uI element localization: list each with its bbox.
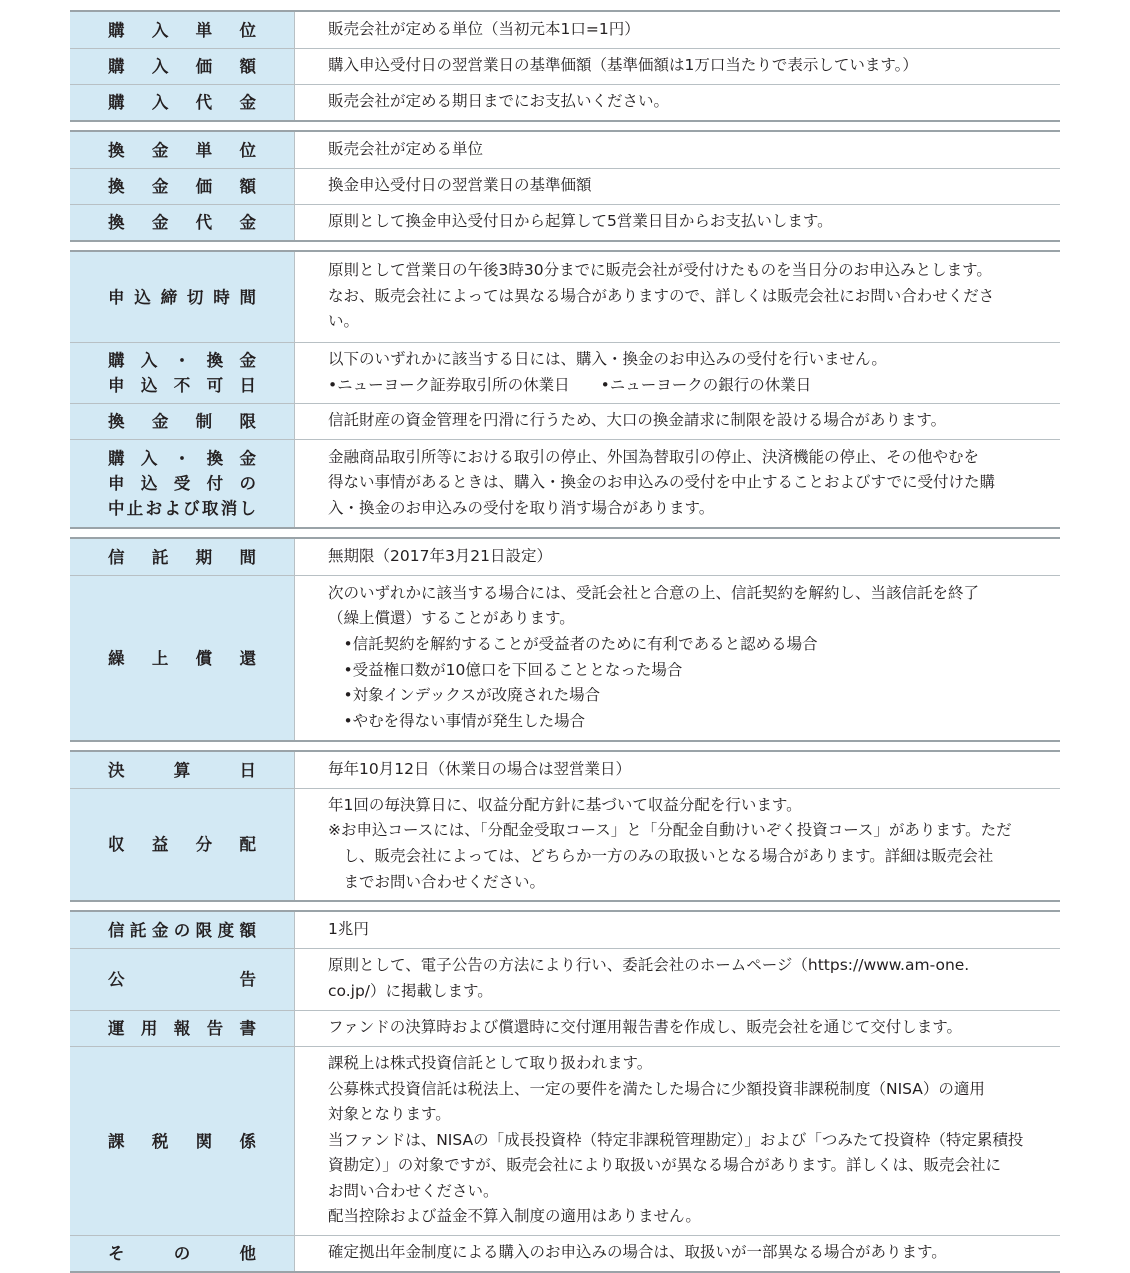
row-value — [295, 912, 1060, 948]
table-row — [70, 48, 1060, 84]
row-label-line: 繰上償還 — [108, 648, 256, 668]
row-value-line: なお、販売会社によっては異なる場合がありますので、詳しくは販売会社にお問い合わせくださ — [328, 286, 995, 305]
group-spacer — [70, 242, 1060, 250]
row-label-line: その他 — [108, 1244, 256, 1263]
row-label — [70, 789, 295, 900]
row-label — [70, 169, 295, 204]
row-label-line: 中止および取消し — [108, 499, 256, 518]
row-value-line: 得ない事情があるときは、購入・換金のお申込みの受付を中止することおよびすでに受付けた購 — [328, 473, 995, 492]
row-value-line: •ニューヨーク証券取引所の休業日 •ニューヨークの銀行の休業日 — [328, 375, 812, 394]
row-label — [70, 576, 295, 740]
row-value — [295, 1047, 1060, 1235]
row-label — [70, 752, 295, 788]
row-label-line: 申込不可日 — [108, 376, 256, 395]
row-value — [295, 539, 1060, 575]
table-row — [70, 84, 1060, 120]
row-value-line: •対象インデックスが改廃された場合 — [328, 686, 601, 705]
group-spacer — [70, 742, 1060, 750]
row-value — [295, 576, 1060, 740]
row-value-line: 公募株式投資信託は税法上、一定の要件を満たした場合に少額投資非課税制度（NISA）の適用 — [328, 1079, 985, 1098]
row-label-line: 申込受付の — [108, 474, 256, 493]
row-value-line: 販売会社が定める単位（当初元本1口=1円） — [328, 19, 640, 38]
row-label-line: 信託金の限度額 — [108, 920, 256, 940]
row-label-line: 収益分配 — [108, 835, 256, 854]
row-label — [70, 132, 295, 168]
row-value-line: 信託財産の資金管理を円滑に行うため、大口の換金請求に制限を設ける場合があります。 — [328, 411, 947, 430]
row-label-line: 購入・換金 — [108, 351, 256, 370]
row-value-line: 原則として換金申込受付日から起算して5営業日目からお支払いします。 — [328, 212, 833, 231]
row-value-line: 金融商品取引所等における取引の停止、外国為替取引の停止、決済機能の停止、その他やむを — [328, 447, 980, 466]
row-label — [70, 912, 295, 948]
table-row — [70, 1010, 1060, 1046]
row-value-line: 配当控除および益金不算入制度の適用はありません。 — [328, 1207, 701, 1226]
table-row — [70, 204, 1060, 240]
fund-terms-table — [70, 10, 1060, 1273]
row-value — [295, 789, 1060, 900]
row-label-line: 換金制限 — [108, 412, 256, 431]
row-value-line: 資勘定）」の対象ですが、販売会社により取扱いが異なる場合があります。詳しくは、販売会社に — [328, 1156, 1002, 1175]
row-value-line: ファンドの決算時および償還時に交付運用報告書を作成し、販売会社を通じて交付します。 — [328, 1018, 962, 1037]
table-section — [70, 750, 1060, 902]
row-value-line: 販売会社が定める期日までにお支払いください。 — [328, 92, 670, 111]
table-row — [70, 168, 1060, 204]
row-label — [70, 539, 295, 575]
row-value-line: い。 — [328, 312, 360, 331]
row-label-line: 換金単位 — [108, 140, 256, 160]
row-value-line: 原則として、電子公告の方法により行い、委託会社のホームページ（https://www.am-one. — [328, 956, 970, 975]
row-value — [295, 12, 1060, 48]
row-value — [295, 343, 1060, 403]
row-value-line: 販売会社が定める単位 — [328, 139, 484, 158]
row-value-line: し、販売会社によっては、どちらか一方のみの取扱いとなる場合があります。詳細は販売会社 — [328, 847, 994, 865]
row-value-line: 購入申込受付日の翌営業日の基準価額（基準価額は1万口当たりで表示しています。） — [328, 56, 918, 75]
group-spacer — [70, 529, 1060, 537]
table-row — [70, 1235, 1060, 1271]
group-spacer — [70, 122, 1060, 130]
row-value-line: 次のいずれかに該当する場合には、受託会社と合意の上、信託契約を解約し、当該信託を終了 — [328, 583, 980, 602]
row-value-line: 毎年10月12日（休業日の場合は翌営業日） — [328, 759, 631, 778]
table-row — [70, 12, 1060, 48]
row-label — [70, 1011, 295, 1046]
row-value-line: までお問い合わせください。 — [328, 872, 546, 891]
row-label — [70, 440, 295, 527]
row-value-line: 入・換金のお申込みの受付を取り消す場合があります。 — [328, 498, 715, 517]
row-value-line: 原則として営業日の午後3時30分までに販売会社が受付けたものを当日分のお申込みとします。 — [328, 261, 992, 280]
row-label — [70, 85, 295, 120]
row-label-line: 決算日 — [108, 760, 256, 780]
row-label-line: 購入単位 — [108, 20, 256, 40]
row-value — [295, 169, 1060, 204]
row-label-line: 公告 — [108, 970, 256, 989]
row-value — [295, 1236, 1060, 1271]
row-value — [295, 132, 1060, 168]
row-label-line: 信託期間 — [108, 547, 256, 567]
row-value-line: 課税上は株式投資信託として取り扱われます。 — [328, 1053, 653, 1072]
table-section — [70, 537, 1060, 742]
table-row — [70, 539, 1060, 575]
row-label-line: 課税関係 — [108, 1131, 256, 1151]
row-value — [295, 752, 1060, 788]
table-row — [70, 132, 1060, 168]
row-value — [295, 404, 1060, 439]
table-row — [70, 1046, 1060, 1235]
row-value — [295, 949, 1060, 1010]
row-value — [295, 85, 1060, 120]
row-value-line: 当ファンドは、NISAの「成長投資枠（特定非課税管理勘定）」および「つみたて投資枠（特定累積投 — [328, 1130, 1024, 1149]
row-value-line: co.jp/）に掲載します。 — [328, 982, 493, 1000]
row-value — [295, 49, 1060, 84]
table-row — [70, 252, 1060, 342]
row-label-line: 換金価額 — [108, 177, 256, 196]
table-row — [70, 752, 1060, 788]
row-value-line: （繰上償還）することがあります。 — [328, 609, 575, 628]
table-section — [70, 910, 1060, 1273]
row-label-line: 購入代金 — [108, 93, 256, 112]
row-value — [295, 205, 1060, 240]
row-value-line: 無期限（2017年3月21日設定） — [328, 546, 553, 565]
row-value-line: 換金申込受付日の翌営業日の基準価額 — [328, 176, 592, 195]
row-label-line: 運用報告書 — [108, 1019, 256, 1038]
row-label-line: 購入・換金 — [108, 449, 256, 468]
group-spacer — [70, 902, 1060, 910]
row-value-line: お問い合わせください。 — [328, 1181, 499, 1200]
table-row — [70, 948, 1060, 1010]
row-label — [70, 1236, 295, 1271]
table-row — [70, 403, 1060, 439]
row-value-line: 1兆円 — [328, 919, 369, 938]
row-value-line: 確定拠出年金制度による購入のお申込みの場合は、取扱いが一部異なる場合があります。 — [328, 1243, 947, 1262]
row-label — [70, 49, 295, 84]
table-section — [70, 250, 1060, 529]
row-label — [70, 12, 295, 48]
table-row — [70, 788, 1060, 900]
table-row — [70, 575, 1060, 740]
row-value-line: •受益権口数が10億口を下回ることとなった場合 — [328, 660, 683, 679]
row-value-line: 年1回の毎決算日に、収益分配方針に基づいて収益分配を行います。 — [328, 795, 802, 814]
row-value-line: •やむを得ない事情が発生した場合 — [328, 711, 586, 730]
table-row — [70, 912, 1060, 948]
row-value — [295, 1011, 1060, 1046]
row-label — [70, 343, 295, 403]
row-label — [70, 949, 295, 1010]
table-section — [70, 10, 1060, 122]
row-value-line: ※お申込コースには、「分配金受取コース」と「分配金自動けいぞく投資コース」があります。ただ — [328, 821, 1012, 840]
row-label — [70, 252, 295, 342]
table-row — [70, 342, 1060, 403]
row-value-line: 以下のいずれかに該当する日には、購入・換金のお申込みの受付を行いません。 — [328, 349, 887, 368]
row-label-line: 換金代金 — [108, 213, 256, 232]
row-label-line: 購入価額 — [108, 57, 256, 76]
table-row — [70, 439, 1060, 527]
row-label-line: 申込締切時間 — [108, 287, 256, 307]
table-section — [70, 130, 1060, 242]
row-value-line: 対象となります。 — [328, 1105, 451, 1124]
row-value — [295, 440, 1060, 527]
row-label — [70, 404, 295, 439]
row-value-line: •信託契約を解約することが受益者のために有利であると認める場合 — [328, 634, 818, 653]
row-label — [70, 1047, 295, 1235]
row-label — [70, 205, 295, 240]
row-value — [295, 252, 1060, 342]
